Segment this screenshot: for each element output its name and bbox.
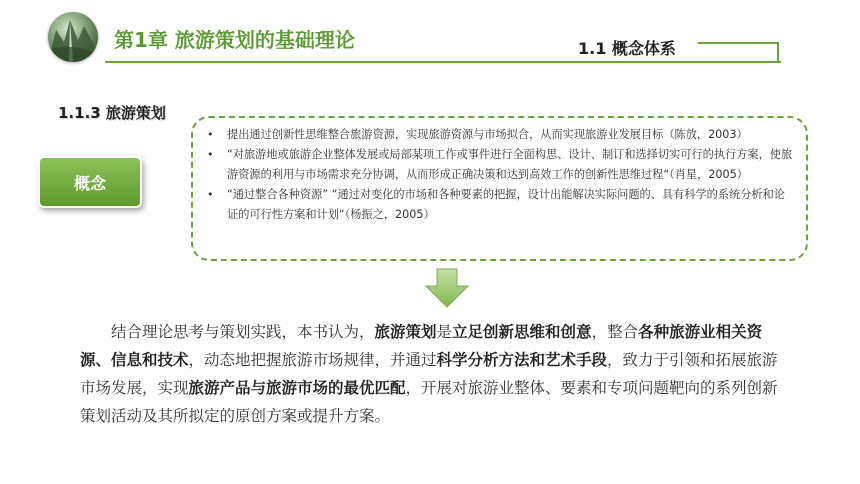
chapter-logo-icon: [48, 12, 98, 62]
body-text: 结合理论思考与策划实践，本书认为，: [111, 323, 375, 341]
header-bracket: [698, 42, 779, 61]
bullet-icon: •: [207, 148, 214, 161]
body-emphasis: 科学分析方法和艺术手段: [436, 351, 608, 369]
definition-text: “对旅游地或旅游企业整体发展或局部某项工作或事件进行全面构思、设计、制订和选择切实可行的执行方案，使旅游资源的利用与市场需求充分协调，从而形成正确决策和达到高效工作的创新性思维过程“（肖星，2005）: [227, 148, 793, 181]
body-emphasis: 旅游产品与旅游市场的最优匹配: [188, 379, 406, 397]
body-emphasis: 旅游策划: [374, 323, 437, 341]
body-text: ，致力于引领和拓展旅游市场发展，实现: [80, 351, 778, 397]
definition-item: [203, 185, 796, 225]
definitions-box: [191, 116, 808, 261]
chapter-title: 第1章 旅游策划的基础理论: [114, 28, 355, 52]
conclusion-paragraph: [80, 318, 783, 430]
body-text: ，整合: [591, 323, 639, 341]
body-emphasis: 立足创新思维和创意: [452, 323, 592, 341]
bullet-icon: •: [207, 128, 214, 141]
definitions-list: [203, 125, 796, 225]
body-text: ，开展对旅游业整体、要素和专项问题靶向的系列创新策划活动及其所拟定的原创方案或提升方案。: [80, 379, 778, 425]
bullet-icon: •: [207, 188, 214, 201]
subsection-title: 1.1.3 旅游策划: [58, 104, 166, 122]
body-text: ，动态地把握旅游市场规律，并通过: [188, 351, 437, 369]
section-title: 1.1 概念体系: [578, 39, 676, 58]
definition-item: [203, 125, 796, 145]
down-arrow-icon: [425, 268, 469, 312]
body-emphasis: 各种旅游业相关资源、信息和技术: [80, 323, 763, 369]
concept-button[interactable]: 概念: [38, 156, 142, 208]
body-text: 是: [436, 323, 453, 341]
definition-item: [203, 145, 796, 185]
header-divider: [105, 61, 781, 63]
definition-text: 提出通过创新性思维整合旅游资源，实现旅游资源与市场拟合，从而实现旅游业发展目标（陈放，2003）: [227, 128, 748, 141]
definition-text: “通过整合各种资源” “通过对变化的市场和各种要素的把握，设计出能解决实际问题的、具有科学的系统分析和论证的可行性方案和计划“（杨振之，2005）: [227, 188, 785, 221]
